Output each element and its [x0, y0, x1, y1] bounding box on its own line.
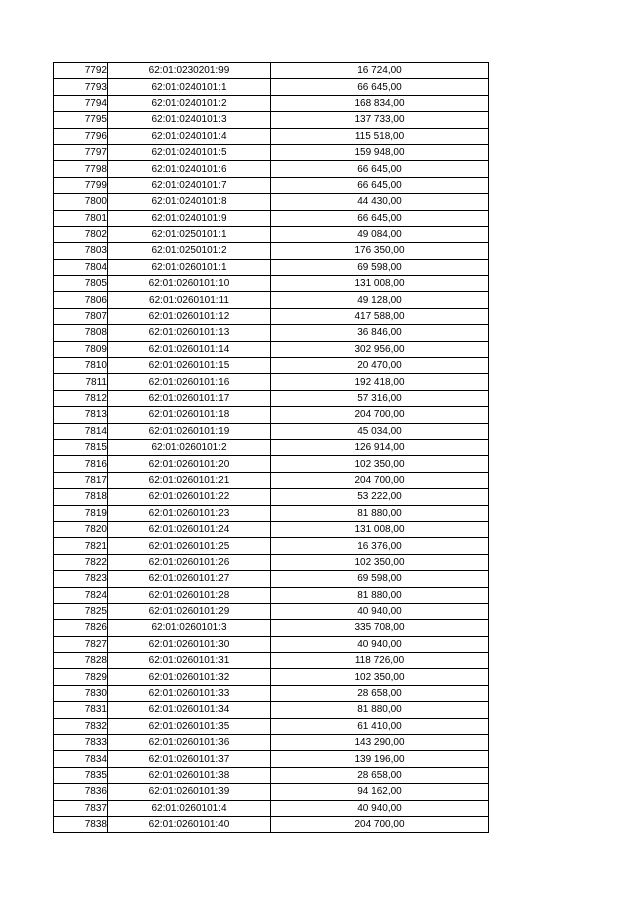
cadastral-number-cell: 62:01:0260101:36 [108, 735, 271, 751]
row-number-cell: 7817 [54, 472, 108, 488]
value-cell: 53 222,00 [271, 489, 489, 505]
table-row [54, 784, 489, 800]
cadastral-number-cell: 62:01:0250101:2 [108, 243, 271, 259]
row-number-cell: 7829 [54, 669, 108, 685]
value-cell: 115 518,00 [271, 128, 489, 144]
table-row [54, 259, 489, 275]
value-cell: 102 350,00 [271, 554, 489, 570]
cadastral-number-cell: 62:01:0260101:23 [108, 505, 271, 521]
row-number-cell: 7838 [54, 816, 108, 832]
value-cell: 66 645,00 [271, 210, 489, 226]
table-row [54, 816, 489, 832]
cadastral-number-cell: 62:01:0260101:14 [108, 341, 271, 357]
cadastral-number-cell: 62:01:0260101:24 [108, 521, 271, 537]
cadastral-number-cell: 62:01:0260101:22 [108, 489, 271, 505]
cadastral-number-cell: 62:01:0260101:27 [108, 571, 271, 587]
table-row [54, 226, 489, 242]
row-number-cell: 7794 [54, 95, 108, 111]
row-number-cell: 7826 [54, 620, 108, 636]
table-row [54, 423, 489, 439]
table-row [54, 685, 489, 701]
table-row [54, 669, 489, 685]
value-cell: 20 470,00 [271, 358, 489, 374]
value-cell: 417 588,00 [271, 308, 489, 324]
value-cell: 204 700,00 [271, 816, 489, 832]
value-cell: 335 708,00 [271, 620, 489, 636]
value-cell: 45 034,00 [271, 423, 489, 439]
value-cell: 44 430,00 [271, 194, 489, 210]
value-cell: 81 880,00 [271, 702, 489, 718]
cadastral-number-cell: 62:01:0260101:40 [108, 816, 271, 832]
table-row [54, 653, 489, 669]
table-row [54, 800, 489, 816]
cadastral-number-cell: 62:01:0260101:26 [108, 554, 271, 570]
table-row [54, 718, 489, 734]
value-cell: 66 645,00 [271, 161, 489, 177]
cadastral-number-cell: 62:01:0260101:39 [108, 784, 271, 800]
row-number-cell: 7837 [54, 800, 108, 816]
value-cell: 137 733,00 [271, 112, 489, 128]
row-number-cell: 7805 [54, 276, 108, 292]
value-cell: 40 940,00 [271, 636, 489, 652]
row-number-cell: 7836 [54, 784, 108, 800]
row-number-cell: 7796 [54, 128, 108, 144]
row-number-cell: 7804 [54, 259, 108, 275]
cadastral-number-cell: 62:01:0260101:32 [108, 669, 271, 685]
value-cell: 66 645,00 [271, 177, 489, 193]
value-cell: 102 350,00 [271, 456, 489, 472]
cadastral-number-cell: 62:01:0260101:35 [108, 718, 271, 734]
table-row [54, 341, 489, 357]
cadastral-number-cell: 62:01:0260101:3 [108, 620, 271, 636]
row-number-cell: 7830 [54, 685, 108, 701]
value-cell: 94 162,00 [271, 784, 489, 800]
row-number-cell: 7800 [54, 194, 108, 210]
cadastral-number-cell: 62:01:0260101:12 [108, 308, 271, 324]
row-number-cell: 7806 [54, 292, 108, 308]
row-number-cell: 7798 [54, 161, 108, 177]
table-row [54, 603, 489, 619]
value-cell: 16 724,00 [271, 63, 489, 79]
row-number-cell: 7833 [54, 735, 108, 751]
table-row [54, 243, 489, 259]
row-number-cell: 7813 [54, 407, 108, 423]
value-cell: 36 846,00 [271, 325, 489, 341]
row-number-cell: 7823 [54, 571, 108, 587]
table-row [54, 439, 489, 455]
cadastral-number-cell: 62:01:0230201:99 [108, 63, 271, 79]
table-row [54, 489, 489, 505]
table-row [54, 505, 489, 521]
row-number-cell: 7831 [54, 702, 108, 718]
cadastral-number-cell: 62:01:0260101:4 [108, 800, 271, 816]
row-number-cell: 7811 [54, 374, 108, 390]
table-row [54, 79, 489, 95]
table-row [54, 358, 489, 374]
value-cell: 16 376,00 [271, 538, 489, 554]
table-row [54, 456, 489, 472]
row-number-cell: 7809 [54, 341, 108, 357]
cadastral-number-cell: 62:01:0260101:11 [108, 292, 271, 308]
row-number-cell: 7814 [54, 423, 108, 439]
cadastral-number-cell: 62:01:0260101:17 [108, 390, 271, 406]
table-row [54, 95, 489, 111]
row-number-cell: 7818 [54, 489, 108, 505]
table-row [54, 521, 489, 537]
row-number-cell: 7793 [54, 79, 108, 95]
value-cell: 102 350,00 [271, 669, 489, 685]
cadastral-number-cell: 62:01:0260101:10 [108, 276, 271, 292]
row-number-cell: 7816 [54, 456, 108, 472]
table-row [54, 620, 489, 636]
row-number-cell: 7795 [54, 112, 108, 128]
value-cell: 81 880,00 [271, 587, 489, 603]
table-row [54, 210, 489, 226]
table-row [54, 325, 489, 341]
table-body [54, 63, 489, 833]
row-number-cell: 7799 [54, 177, 108, 193]
row-number-cell: 7815 [54, 439, 108, 455]
value-cell: 81 880,00 [271, 505, 489, 521]
cadastral-number-cell: 62:01:0240101:9 [108, 210, 271, 226]
cadastral-number-cell: 62:01:0260101:19 [108, 423, 271, 439]
row-number-cell: 7834 [54, 751, 108, 767]
cadastral-number-cell: 62:01:0260101:37 [108, 751, 271, 767]
cadastral-number-cell: 62:01:0260101:15 [108, 358, 271, 374]
table-row [54, 587, 489, 603]
cadastral-number-cell: 62:01:0240101:8 [108, 194, 271, 210]
cadastral-number-cell: 62:01:0240101:7 [108, 177, 271, 193]
cadastral-number-cell: 62:01:0260101:16 [108, 374, 271, 390]
cadastral-number-cell: 62:01:0240101:6 [108, 161, 271, 177]
table-row [54, 374, 489, 390]
row-number-cell: 7810 [54, 358, 108, 374]
value-cell: 131 008,00 [271, 521, 489, 537]
cadastral-number-cell: 62:01:0260101:38 [108, 767, 271, 783]
value-cell: 159 948,00 [271, 144, 489, 160]
cadastral-number-cell: 62:01:0260101:18 [108, 407, 271, 423]
value-cell: 118 726,00 [271, 653, 489, 669]
row-number-cell: 7808 [54, 325, 108, 341]
value-cell: 204 700,00 [271, 407, 489, 423]
value-cell: 126 914,00 [271, 439, 489, 455]
table-row [54, 292, 489, 308]
table-row [54, 177, 489, 193]
cadastral-number-cell: 62:01:0260101:20 [108, 456, 271, 472]
value-cell: 168 834,00 [271, 95, 489, 111]
row-number-cell: 7827 [54, 636, 108, 652]
table-row [54, 194, 489, 210]
cadastral-number-cell: 62:01:0260101:30 [108, 636, 271, 652]
row-number-cell: 7807 [54, 308, 108, 324]
table-row [54, 554, 489, 570]
value-cell: 176 350,00 [271, 243, 489, 259]
row-number-cell: 7792 [54, 63, 108, 79]
row-number-cell: 7821 [54, 538, 108, 554]
value-cell: 49 128,00 [271, 292, 489, 308]
value-cell: 28 658,00 [271, 767, 489, 783]
row-number-cell: 7797 [54, 144, 108, 160]
table-row [54, 538, 489, 554]
cadastral-number-cell: 62:01:0260101:28 [108, 587, 271, 603]
row-number-cell: 7802 [54, 226, 108, 242]
cadastral-number-cell: 62:01:0250101:1 [108, 226, 271, 242]
value-cell: 139 196,00 [271, 751, 489, 767]
table-row [54, 751, 489, 767]
cadastral-number-cell: 62:01:0260101:2 [108, 439, 271, 455]
table-row [54, 276, 489, 292]
cadastral-number-cell: 62:01:0260101:21 [108, 472, 271, 488]
table-row [54, 472, 489, 488]
value-cell: 302 956,00 [271, 341, 489, 357]
value-cell: 131 008,00 [271, 276, 489, 292]
cadastral-number-cell: 62:01:0260101:31 [108, 653, 271, 669]
table-row [54, 636, 489, 652]
row-number-cell: 7828 [54, 653, 108, 669]
table-row [54, 407, 489, 423]
row-number-cell: 7824 [54, 587, 108, 603]
value-cell: 49 084,00 [271, 226, 489, 242]
table-row [54, 735, 489, 751]
row-number-cell: 7801 [54, 210, 108, 226]
table-row [54, 702, 489, 718]
cadastral-number-cell: 62:01:0260101:1 [108, 259, 271, 275]
cadastral-number-cell: 62:01:0240101:5 [108, 144, 271, 160]
cadastral-number-cell: 62:01:0240101:3 [108, 112, 271, 128]
table-row [54, 112, 489, 128]
value-cell: 61 410,00 [271, 718, 489, 734]
cadastral-number-cell: 62:01:0260101:13 [108, 325, 271, 341]
value-cell: 192 418,00 [271, 374, 489, 390]
value-cell: 40 940,00 [271, 603, 489, 619]
cadastral-number-cell: 62:01:0240101:2 [108, 95, 271, 111]
table-row [54, 390, 489, 406]
row-number-cell: 7825 [54, 603, 108, 619]
table-row [54, 128, 489, 144]
table-row [54, 161, 489, 177]
row-number-cell: 7835 [54, 767, 108, 783]
value-cell: 28 658,00 [271, 685, 489, 701]
data-table [53, 62, 489, 833]
value-cell: 40 940,00 [271, 800, 489, 816]
row-number-cell: 7819 [54, 505, 108, 521]
cadastral-number-cell: 62:01:0240101:4 [108, 128, 271, 144]
cadastral-number-cell: 62:01:0240101:1 [108, 79, 271, 95]
value-cell: 69 598,00 [271, 259, 489, 275]
value-cell: 143 290,00 [271, 735, 489, 751]
cadastral-number-cell: 62:01:0260101:33 [108, 685, 271, 701]
row-number-cell: 7812 [54, 390, 108, 406]
table-row [54, 767, 489, 783]
value-cell: 69 598,00 [271, 571, 489, 587]
value-cell: 66 645,00 [271, 79, 489, 95]
table-row [54, 144, 489, 160]
value-cell: 57 316,00 [271, 390, 489, 406]
cadastral-number-cell: 62:01:0260101:34 [108, 702, 271, 718]
cadastral-number-cell: 62:01:0260101:29 [108, 603, 271, 619]
table-row [54, 63, 489, 79]
value-cell: 204 700,00 [271, 472, 489, 488]
row-number-cell: 7822 [54, 554, 108, 570]
table-row [54, 571, 489, 587]
cadastral-number-cell: 62:01:0260101:25 [108, 538, 271, 554]
row-number-cell: 7820 [54, 521, 108, 537]
row-number-cell: 7803 [54, 243, 108, 259]
table-row [54, 308, 489, 324]
row-number-cell: 7832 [54, 718, 108, 734]
